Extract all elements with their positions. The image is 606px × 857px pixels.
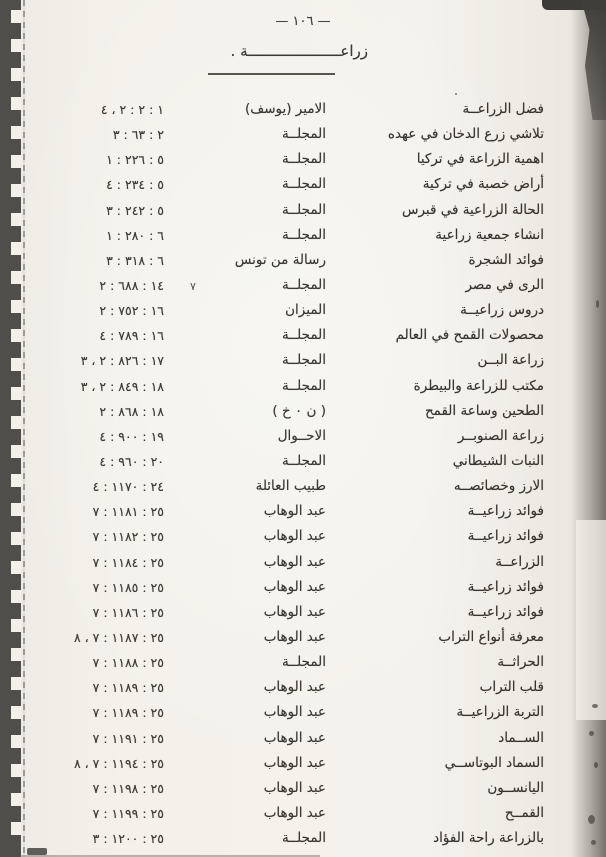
entry-source: عبد الوهاب (263, 729, 326, 746)
entry-title: الارز وخصائصــه (453, 478, 544, 495)
scan-speckle (455, 93, 457, 95)
scan-speckle (589, 731, 594, 736)
entry-title: اليانســون (487, 779, 544, 796)
entry-row (0, 399, 606, 424)
entry-row (0, 600, 606, 625)
entry-ref: ٧ : ١١٨٦ : ٢٥ (92, 604, 164, 620)
entry-ref: ٢ : ٨٦٨ : ١٨ (99, 403, 164, 419)
entry-ref: ٧ : ١١٨٥ : ٢٥ (92, 579, 164, 595)
entry-source: المجلــة (281, 327, 326, 344)
entry-row (0, 298, 606, 323)
entry-ref: ٧ : ١١٩٨ : ٢٥ (92, 780, 164, 796)
entry-ref: ٣ ، ٢ : ٨٢٦ : ١٧ (80, 353, 164, 369)
entry-title: القمــح (504, 804, 544, 821)
entry-row (0, 273, 606, 298)
entry-source: عبد الوهاب (263, 603, 326, 620)
entry-row (0, 524, 606, 549)
entry-title: التربة الزراعيــة (456, 704, 544, 721)
entry-title: زراعة البــن (477, 352, 544, 369)
entry-title: فضل الزراعــة (462, 101, 544, 117)
entry-row (0, 700, 606, 725)
entry-ref: ٧ : ١١٨١ : ٢٥ (92, 504, 164, 520)
entry-source: عبد الوهاب (263, 553, 326, 570)
entry-title: الرى في مصر (465, 276, 544, 293)
entry-ref: ٧ : ١١٨٤ : ٢٥ (92, 554, 164, 570)
entry-ref: ٤ : ١١٧٠ : ٢٤ (92, 479, 164, 495)
entry-ref: ٧ : ١١٨٢ : ٢٥ (92, 529, 164, 545)
entry-source: المجلــة (281, 276, 326, 293)
entry-title: اهمية الزراعة في تركيا (416, 151, 544, 168)
title-underline (208, 73, 335, 75)
entry-ref: ٧ : ١١٨٨ : ٢٥ (92, 655, 164, 671)
entry-row (0, 625, 606, 650)
entry-source: الميزان (285, 302, 326, 319)
entry-source: عبد الوهاب (263, 804, 326, 821)
entry-row (0, 374, 606, 399)
entry-ref: ٣ ، ٢ : ٨٤٩ : ١٨ (80, 378, 164, 394)
entry-source: طبيب العائلة (255, 478, 326, 495)
entry-row (0, 675, 606, 700)
scan-speckle (591, 840, 596, 845)
entry-row (0, 575, 606, 600)
entry-source: عبد الوهاب (263, 528, 326, 545)
scan-speckle (592, 704, 598, 708)
entry-title: فوائد الشجرة (468, 251, 544, 268)
entry-row (0, 801, 606, 826)
entry-source: رسالة من تونس (234, 251, 326, 268)
entry-source: المجلــة (281, 830, 326, 847)
entry-row (0, 449, 606, 474)
entry-ref: ٧ : ١١٩٩ : ٢٥ (92, 805, 164, 821)
entry-title: فوائد زراعيــة (467, 528, 544, 545)
entry-ref: ١ : ٢٨٠ : ٦ (106, 227, 164, 243)
entry-ref: ٣ : ٦٣ : ٢ (112, 127, 164, 143)
entry-title: فوائد زراعيــة (467, 603, 544, 620)
entry-ref: ١ : ٢٢٦ : ٥ (106, 152, 164, 168)
entry-ref: ٤ : ٢٣٤ : ٥ (106, 177, 164, 193)
entry-title: النبات الشيطاني (452, 452, 544, 469)
entry-title: بالزراعة راحة الفؤاد (433, 830, 544, 847)
entry-title: الحالة الزراعية في قبرس (401, 201, 544, 218)
entry-title: زراعة الصنوبــر (457, 427, 544, 444)
entry-row (0, 776, 606, 801)
entry-row (0, 348, 606, 373)
section-title: زراعـــــــــــــــــــــة . (230, 42, 368, 60)
entry-ref: ٤ ، ٢ : ٢ : ١ (100, 102, 164, 117)
entry-ref: ٤ : ٧٨٩ : ١٦ (99, 328, 164, 344)
entry-ref: ٤ : ٩٠٠ : ١٩ (99, 428, 164, 444)
entry-row (0, 650, 606, 675)
entry-row (0, 122, 606, 147)
binding-notch (11, 39, 21, 52)
binding-notch (11, 68, 21, 81)
entry-title: الطحين وساعة القمح (424, 402, 544, 419)
entry-source: المجلــة (281, 151, 326, 168)
entry-title: فوائد زراعيــة (467, 503, 544, 520)
entry-row (0, 499, 606, 524)
entry-title: فوائد زراعيــة (467, 578, 544, 595)
entry-source: المجلــة (281, 654, 326, 671)
entry-ref: ٧ : ١١٩١ : ٢٥ (92, 730, 164, 746)
entry-title: دروس زراعيــة (460, 302, 544, 319)
entry-source: عبد الوهاب (263, 628, 326, 645)
entry-source: ( ن ٠ خ ) (272, 402, 326, 419)
entry-ref: ٣ : ١٢٠٠ : ٢٥ (92, 831, 164, 847)
entry-title: تلاشي زرع الدخان في عهده (387, 126, 544, 143)
entry-ref: ٣ : ٣١٨ : ٦ (106, 252, 164, 268)
entry-title: مكتب للزراعة والبيطرة (413, 377, 544, 394)
entry-source: المجلــة (281, 226, 326, 243)
entry-source: الامير (يوسف) (244, 101, 326, 117)
entry-ref: ٤ : ٩٦٠ : ٢٠ (99, 453, 164, 469)
page-number: — ١٠٦ — (275, 14, 331, 29)
entry-ref: ٧ : ١١٨٩ : ٢٥ (92, 680, 164, 696)
entry-ref: ٢ : ٧٥٢ : ١٦ (99, 303, 164, 319)
entry-source: المجلــة (281, 126, 326, 143)
entry-ref: ٨ ، ٧ : ١١٨٧ : ٢٥ (73, 629, 164, 645)
entry-title: الزراعــة (495, 553, 544, 570)
entry-row (0, 223, 606, 248)
entry-source: الاحــوال (277, 427, 326, 444)
scan-speckle (594, 762, 598, 768)
entry-source: المجلــة (281, 201, 326, 218)
entry-row (0, 147, 606, 172)
entry-row (0, 172, 606, 197)
entry-source: عبد الوهاب (263, 578, 326, 595)
entry-title: انشاء جمعية زراعية (435, 226, 544, 243)
entry-title: الســماد (498, 729, 544, 746)
entry-row (0, 424, 606, 449)
entry-source: عبد الوهاب (263, 503, 326, 520)
entry-source: المجلــة (281, 377, 326, 394)
entry-ref: ٧ : ١١٨٩ : ٢٥ (92, 705, 164, 721)
entry-row (0, 726, 606, 751)
entry-row (0, 474, 606, 499)
entry-source: المجلــة (281, 352, 326, 369)
entry-source: عبد الوهاب (263, 704, 326, 721)
entry-source: عبد الوهاب (263, 779, 326, 796)
entry-row (0, 97, 606, 122)
entry-row (0, 751, 606, 776)
entry-source: المجلــة (281, 452, 326, 469)
scan-speckle (588, 815, 595, 824)
ditto-mark: ٧ (190, 280, 196, 293)
entry-title: أراض خصبة في تركية (422, 176, 544, 193)
entry-ref: ٢ : ٦٨٨ : ١٤ (99, 277, 164, 293)
entry-title: الحراثــة (497, 654, 544, 671)
scan-speckle (596, 300, 599, 308)
entry-row (0, 323, 606, 348)
entry-title: السماد البوتاســي (444, 754, 544, 771)
entry-title: قلب التراب (479, 679, 544, 696)
entry-ref: ٣ : ٢٤٢ : ٥ (106, 202, 164, 218)
entry-source: عبد الوهاب (263, 754, 326, 771)
entry-title: معرفة أنواع التراب (438, 628, 544, 645)
entry-source: عبد الوهاب (263, 679, 326, 696)
entry-ref: ٨ ، ٧ : ١١٩٤ : ٢٥ (73, 755, 164, 771)
entry-title: محصولات القمح في العالم (395, 327, 544, 344)
entry-row (0, 826, 606, 851)
entry-list (0, 97, 606, 851)
entry-source: المجلــة (281, 176, 326, 193)
entry-row (0, 550, 606, 575)
entry-row (0, 198, 606, 223)
entry-row (0, 248, 606, 273)
